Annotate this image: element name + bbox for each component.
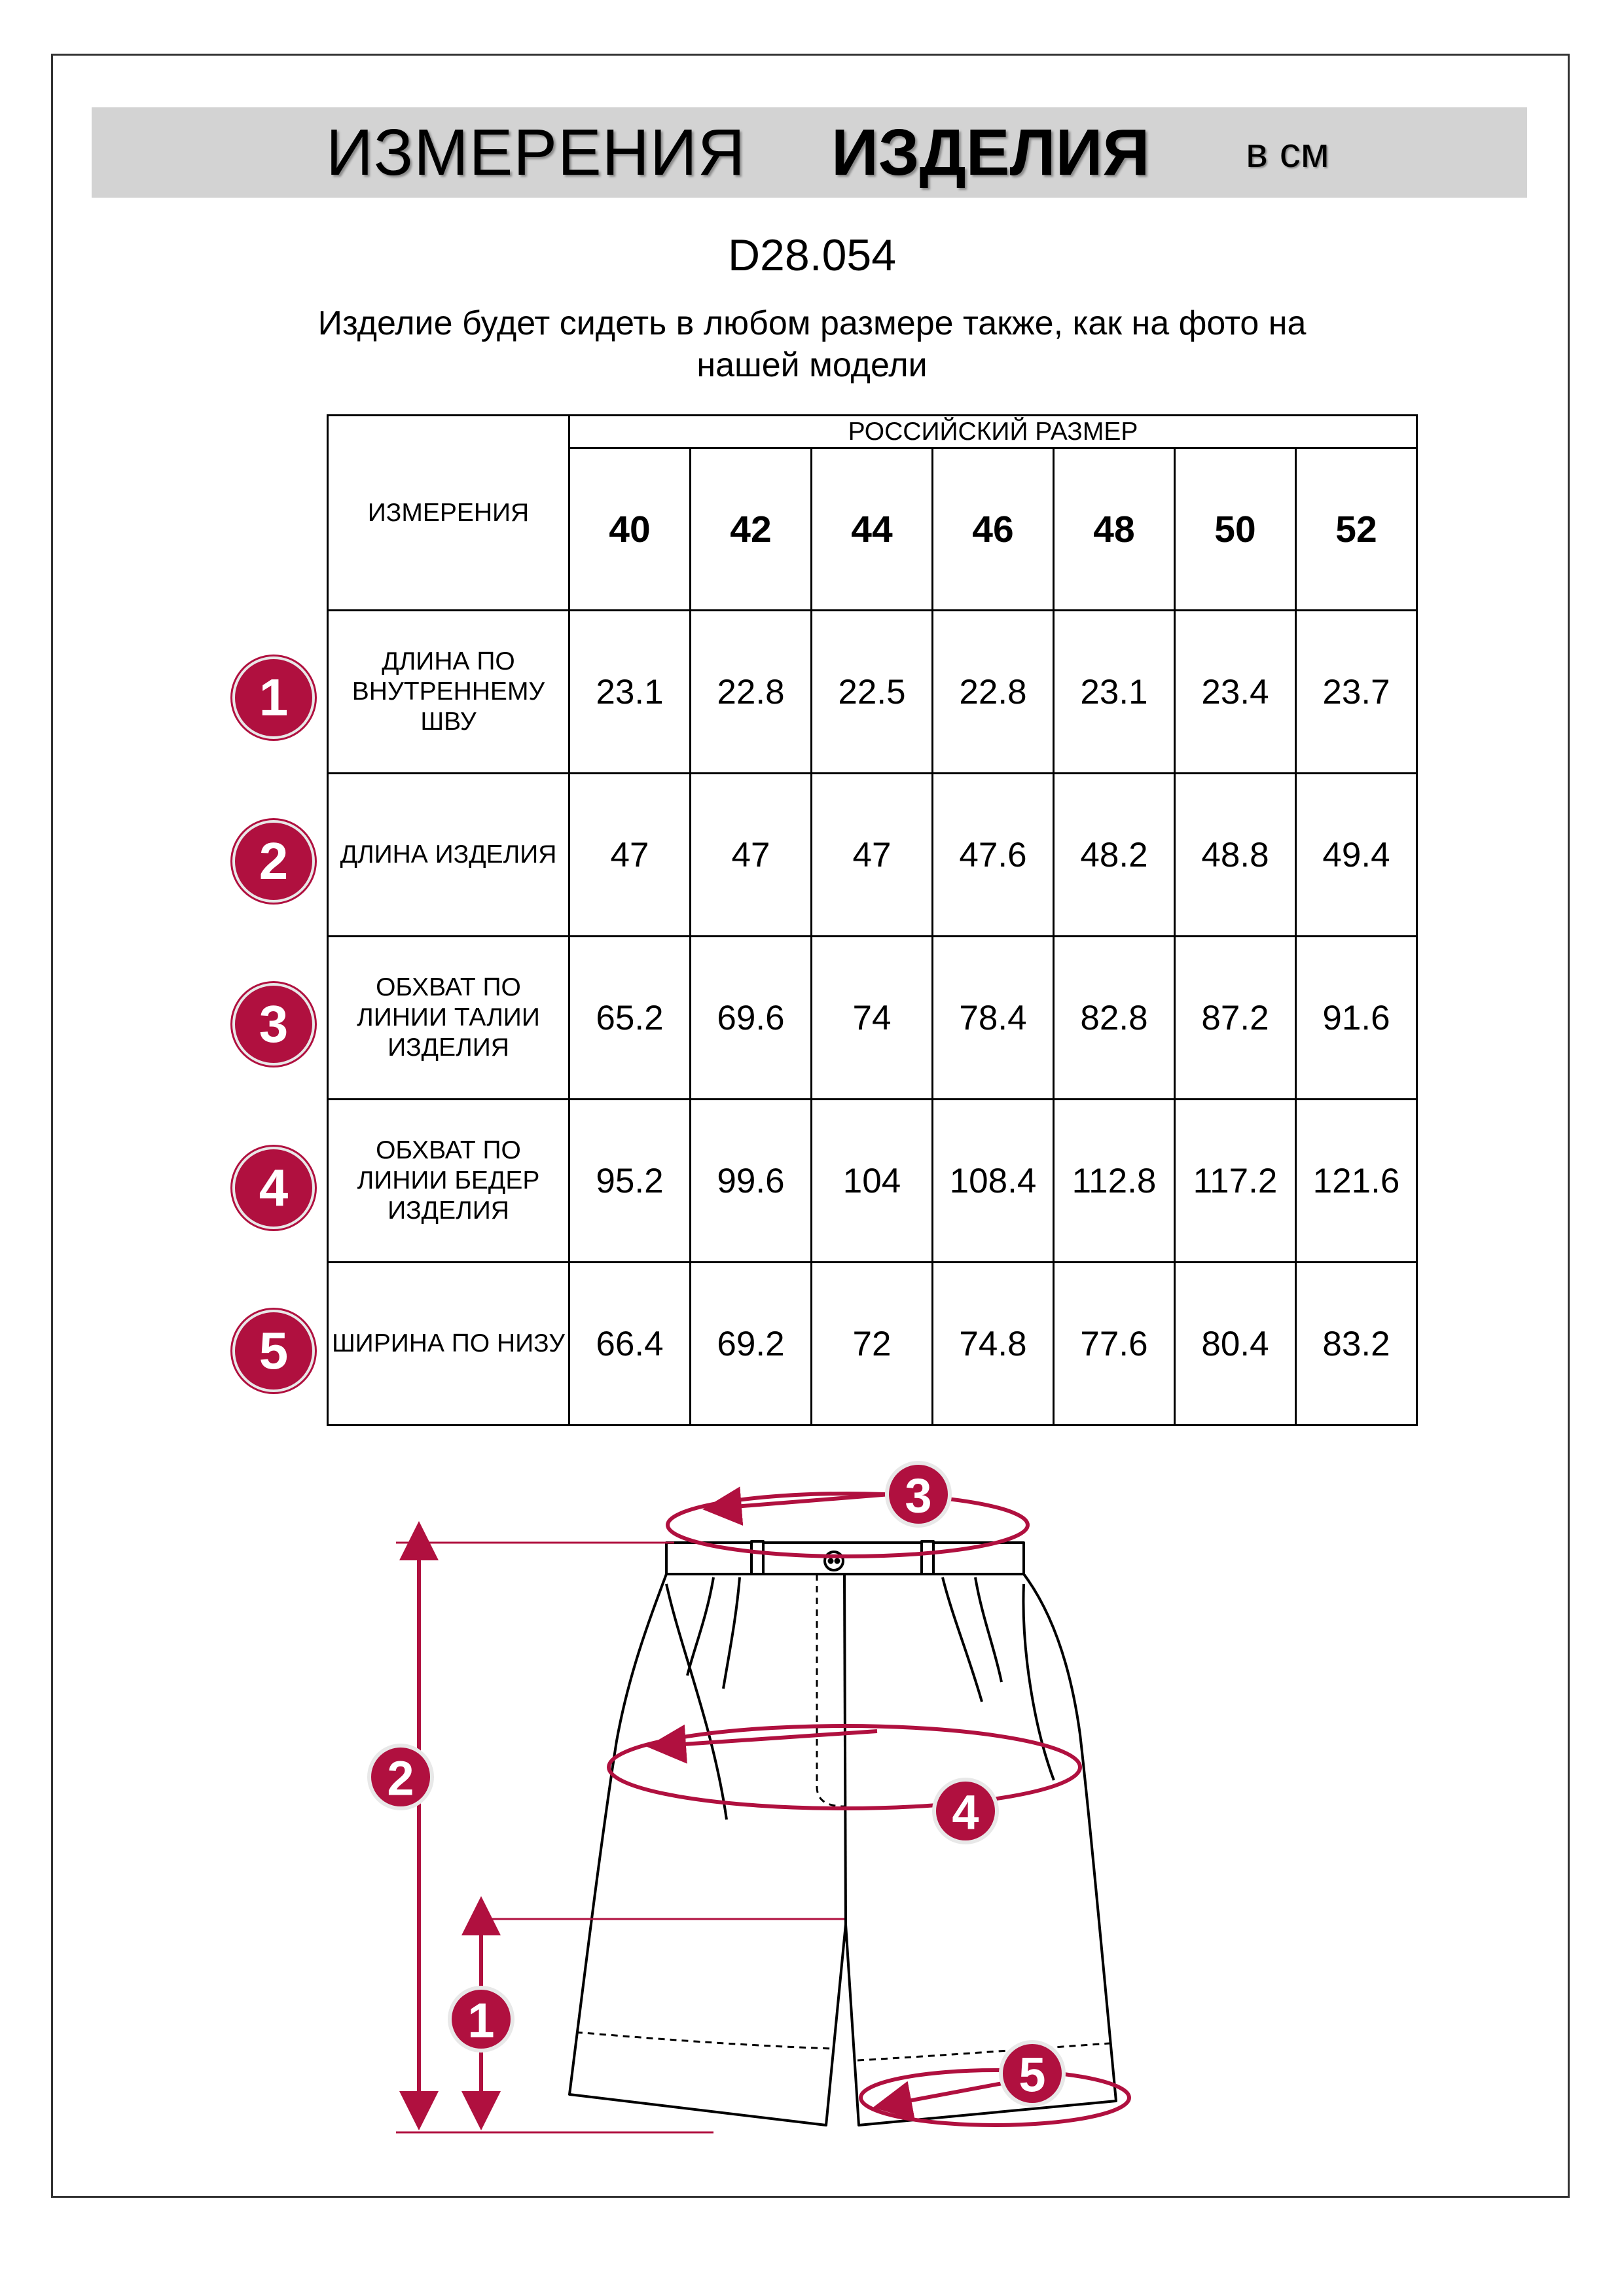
row-label: ДЛИНА ИЗДЕЛИЯ xyxy=(328,774,569,937)
row-marker-2: 2 xyxy=(232,820,315,903)
diagram-marker-5 xyxy=(1001,2042,1064,2105)
shorts-outline xyxy=(569,1541,1116,2125)
table-cell: 108.4 xyxy=(933,1100,1054,1263)
diagram-marker-2-label: 2 xyxy=(387,1751,414,1806)
size-42: 42 xyxy=(691,448,812,611)
diagram-marker-2 xyxy=(369,1746,432,1808)
size-50: 50 xyxy=(1175,448,1296,611)
table-cell: 80.4 xyxy=(1175,1263,1296,1426)
table-cell: 22.8 xyxy=(933,611,1054,774)
row-marker-3: 3 xyxy=(232,983,315,1066)
table-cell: 47 xyxy=(691,774,812,937)
product-code: D28.054 xyxy=(727,230,897,280)
table-cell: 47 xyxy=(812,774,933,937)
row-label: ШИРИНА ПО НИЗУ xyxy=(328,1263,569,1426)
table-cell: 47.6 xyxy=(933,774,1054,937)
table-cell: 112.8 xyxy=(1054,1100,1175,1263)
row-marker-1: 1 xyxy=(232,656,315,739)
row-label: ОБХВАТ ПО ЛИНИИ БЕДЕР ИЗДЕЛИЯ xyxy=(328,1100,569,1263)
diagram-marker-1 xyxy=(450,1988,513,2051)
size-44: 44 xyxy=(812,448,933,611)
table-cell: 78.4 xyxy=(933,937,1054,1100)
table-cell: 47 xyxy=(569,774,691,937)
size-46: 46 xyxy=(933,448,1054,611)
table-cell: 117.2 xyxy=(1175,1100,1296,1263)
table-cell: 121.6 xyxy=(1296,1100,1417,1263)
table-cell: 74 xyxy=(812,937,933,1100)
row-label: ДЛИНА ПО ВНУТРЕННЕМУ ШВУ xyxy=(328,611,569,774)
diagram-marker-1-label: 1 xyxy=(467,1993,495,2048)
fit-note-line: Изделие будет сидеть в любом размере также, как на фото на xyxy=(317,304,1307,342)
table-cell: 91.6 xyxy=(1296,937,1417,1100)
row-label: ОБХВАТ ПО ЛИНИИ ТАЛИИ ИЗДЕЛИЯ xyxy=(328,937,569,1100)
table-cell: 87.2 xyxy=(1175,937,1296,1100)
diagram-marker-4 xyxy=(934,1780,997,1842)
table-cell: 48.2 xyxy=(1054,774,1175,937)
table-cell: 104 xyxy=(812,1100,933,1263)
table-cell: 77.6 xyxy=(1054,1263,1175,1426)
diagram-marker-3-label: 3 xyxy=(905,1468,932,1523)
row-marker-5: 5 xyxy=(232,1310,315,1392)
title-measurements: ИЗМЕРЕНИЯ xyxy=(326,116,746,189)
table-cell: 99.6 xyxy=(691,1100,812,1263)
table-cell: 83.2 xyxy=(1296,1263,1417,1426)
table-cell: 48.8 xyxy=(1175,774,1296,937)
table-cell: 22.5 xyxy=(812,611,933,774)
table-cell: 72 xyxy=(812,1263,933,1426)
table-cell: 65.2 xyxy=(569,937,691,1100)
table-cell: 23.7 xyxy=(1296,611,1417,774)
fit-note-line: нашей модели xyxy=(696,346,928,384)
size-48: 48 xyxy=(1054,448,1175,611)
table-cell: 23.4 xyxy=(1175,611,1296,774)
title-product: ИЗДЕЛИЯ xyxy=(831,116,1150,189)
region-size-header: РОССИЙСКИЙ РАЗМЕР xyxy=(569,416,1417,448)
diagram-marker-4-label: 4 xyxy=(952,1785,979,1840)
table-cell: 23.1 xyxy=(1054,611,1175,774)
table-cell: 69.2 xyxy=(691,1263,812,1426)
table-cell: 22.8 xyxy=(691,611,812,774)
table-cell: 74.8 xyxy=(933,1263,1054,1426)
table-cell: 95.2 xyxy=(569,1100,691,1263)
table-cell: 66.4 xyxy=(569,1263,691,1426)
diagram-marker-3 xyxy=(887,1463,950,1526)
table-cell: 49.4 xyxy=(1296,774,1417,937)
size-40: 40 xyxy=(569,448,691,611)
table-cell: 82.8 xyxy=(1054,937,1175,1100)
row-marker-4: 4 xyxy=(232,1147,315,1229)
size-52: 52 xyxy=(1296,448,1417,611)
diagram-marker-5-label: 5 xyxy=(1019,2047,1046,2102)
title-unit: в см xyxy=(1246,129,1329,176)
measurements-header: ИЗМЕРЕНИЯ xyxy=(328,416,569,611)
table-cell: 23.1 xyxy=(569,611,691,774)
table-cell: 69.6 xyxy=(691,937,812,1100)
